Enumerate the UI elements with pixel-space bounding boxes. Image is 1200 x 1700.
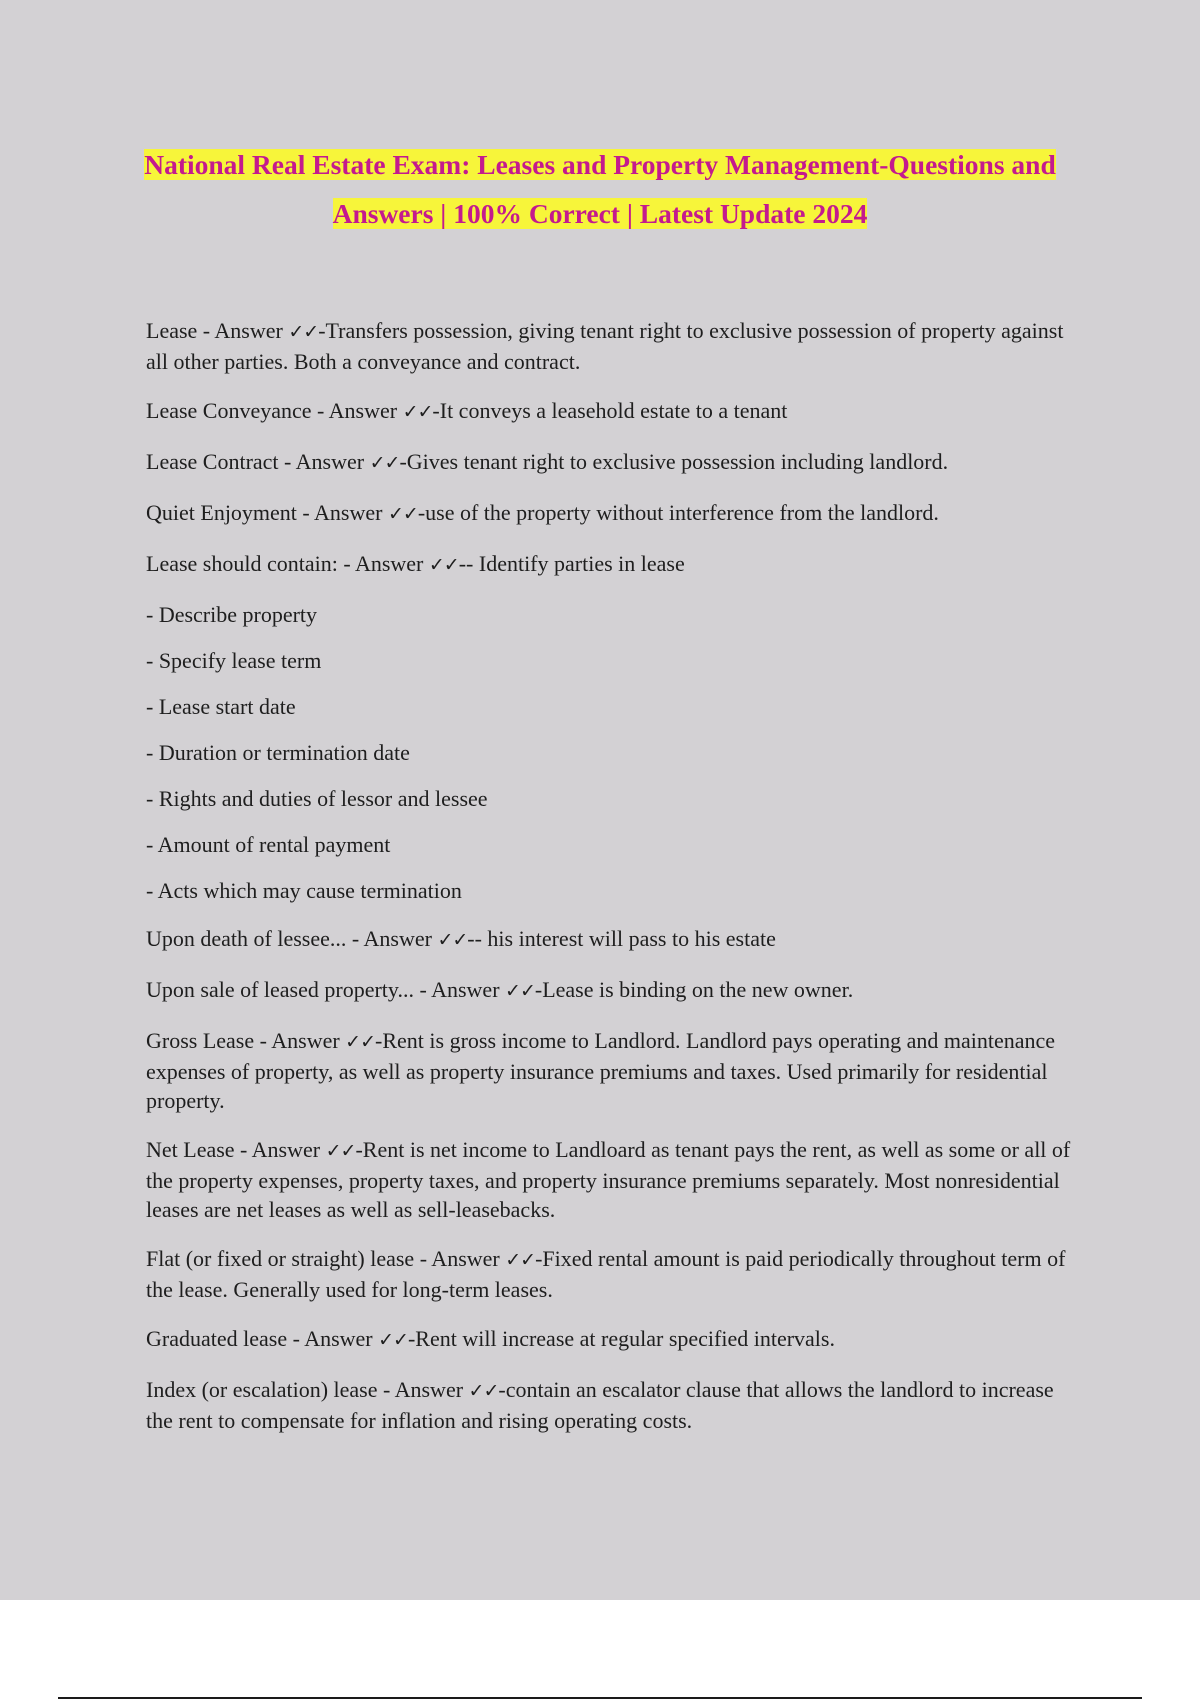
qa-item-lease — [146, 316, 1086, 376]
qa-answer: -Lease is binding on the new owner. — [534, 977, 854, 1002]
qa-term: Lease - Answer — [146, 318, 289, 343]
qa-term: Lease Conveyance - Answer — [146, 398, 403, 423]
qa-content — [146, 316, 1086, 1455]
double-check-icon: ✓✓ — [378, 1329, 408, 1351]
bullet-item: - Acts which may cause termination — [146, 878, 462, 903]
qa-term: Quiet Enjoyment - Answer — [146, 500, 388, 525]
double-check-icon: ✓✓ — [437, 929, 468, 951]
qa-item-sale-of-property — [146, 975, 1086, 1006]
qa-term: Upon death of lessee... - Answer — [146, 926, 438, 951]
double-check-icon: ✓✓ — [505, 1249, 536, 1271]
qa-term: Flat (or fixed or straight) lease - Answer — [146, 1246, 506, 1271]
double-check-icon: ✓✓ — [505, 980, 535, 1002]
double-check-icon: ✓✓ — [288, 321, 319, 343]
qa-answer: -Transfers possession, giving tenant right to exclusive possession of property against all other parties. Both a conveyance and contract. — [146, 318, 1064, 374]
qa-item-graduated-lease — [146, 1324, 1086, 1355]
double-check-icon: ✓✓ — [345, 1031, 376, 1053]
qa-term: Upon sale of leased property... - Answer — [146, 977, 506, 1002]
double-check-icon: ✓✓ — [402, 401, 433, 423]
qa-item-flat-lease — [146, 1244, 1086, 1304]
bullet-item: - Describe property — [146, 602, 318, 627]
qa-answer: -use of the property without interference from the landlord. — [417, 500, 939, 525]
footer-rule — [58, 1697, 1142, 1699]
title-line-2: Answers | 100% Correct | Latest Update 2024 — [332, 198, 868, 229]
qa-term: Graduated lease - Answer — [146, 1326, 379, 1351]
bullet-item: - Specify lease term — [146, 648, 322, 673]
qa-item-quiet-enjoyment — [146, 498, 1086, 529]
qa-item-lease-should-contain — [146, 549, 1086, 580]
qa-answer: -- Identify parties in lease — [458, 551, 685, 576]
qa-answer: -Fixed rental amount is paid periodically throughout term of the lease. Generally used for long-term leases. — [146, 1246, 1066, 1302]
title-line-1: National Real Estate Exam: Leases and Property Management-Questions and — [144, 149, 1056, 180]
qa-term: Gross Lease - Answer — [146, 1028, 346, 1053]
qa-item-lease-contract — [146, 447, 1086, 478]
qa-answer: -Rent is gross income to Landlord. Landlord pays operating and maintenance expenses of property, as well as property insurance premiums and taxes. Used primarily for residential property. — [146, 1028, 1055, 1113]
double-check-icon: ✓✓ — [369, 452, 400, 474]
qa-term: Lease should contain: - Answer — [146, 551, 429, 576]
qa-answer: -Rent is net income to Landloard as tenant pays the rent, as well as some or all of the property expenses, property taxes, and property insurance premiums separately. Most nonresidential leases are net leases as well as sell-leasebacks. — [146, 1137, 1071, 1222]
qa-item-index-lease — [146, 1375, 1086, 1435]
qa-answer: -Rent will increase at regular specified intervals. — [407, 1326, 835, 1351]
qa-item-lease-conveyance — [146, 396, 1086, 427]
bullet-item: - Lease start date — [146, 694, 296, 719]
double-check-icon: ✓✓ — [387, 503, 418, 525]
bullet-item: - Rights and duties of lessor and lessee — [146, 786, 488, 811]
qa-term: Net Lease - Answer — [146, 1137, 326, 1162]
qa-item-net-lease — [146, 1135, 1086, 1224]
bullet-item: - Amount of rental payment — [146, 832, 391, 857]
qa-item-death-of-lessee — [146, 924, 1086, 955]
bullet-item: - Duration or termination date — [146, 740, 410, 765]
document-title — [140, 140, 1060, 238]
double-check-icon: ✓✓ — [468, 1380, 499, 1402]
qa-answer: -It conveys a leasehold estate to a tenant — [432, 398, 788, 423]
qa-answer: -- his interest will pass to his estate — [467, 926, 776, 951]
qa-answer: -Gives tenant right to exclusive possession including landlord. — [399, 449, 949, 474]
double-check-icon: ✓✓ — [325, 1140, 356, 1162]
qa-term: Lease Contract - Answer — [146, 449, 370, 474]
qa-item-gross-lease — [146, 1026, 1086, 1115]
double-check-icon: ✓✓ — [428, 554, 459, 576]
qa-term: Index (or escalation) lease - Answer — [146, 1377, 469, 1402]
qa-answer: -contain an escalator clause that allows the landlord to increase the rent to compensate for inflation and rising operating costs. — [146, 1377, 1054, 1433]
